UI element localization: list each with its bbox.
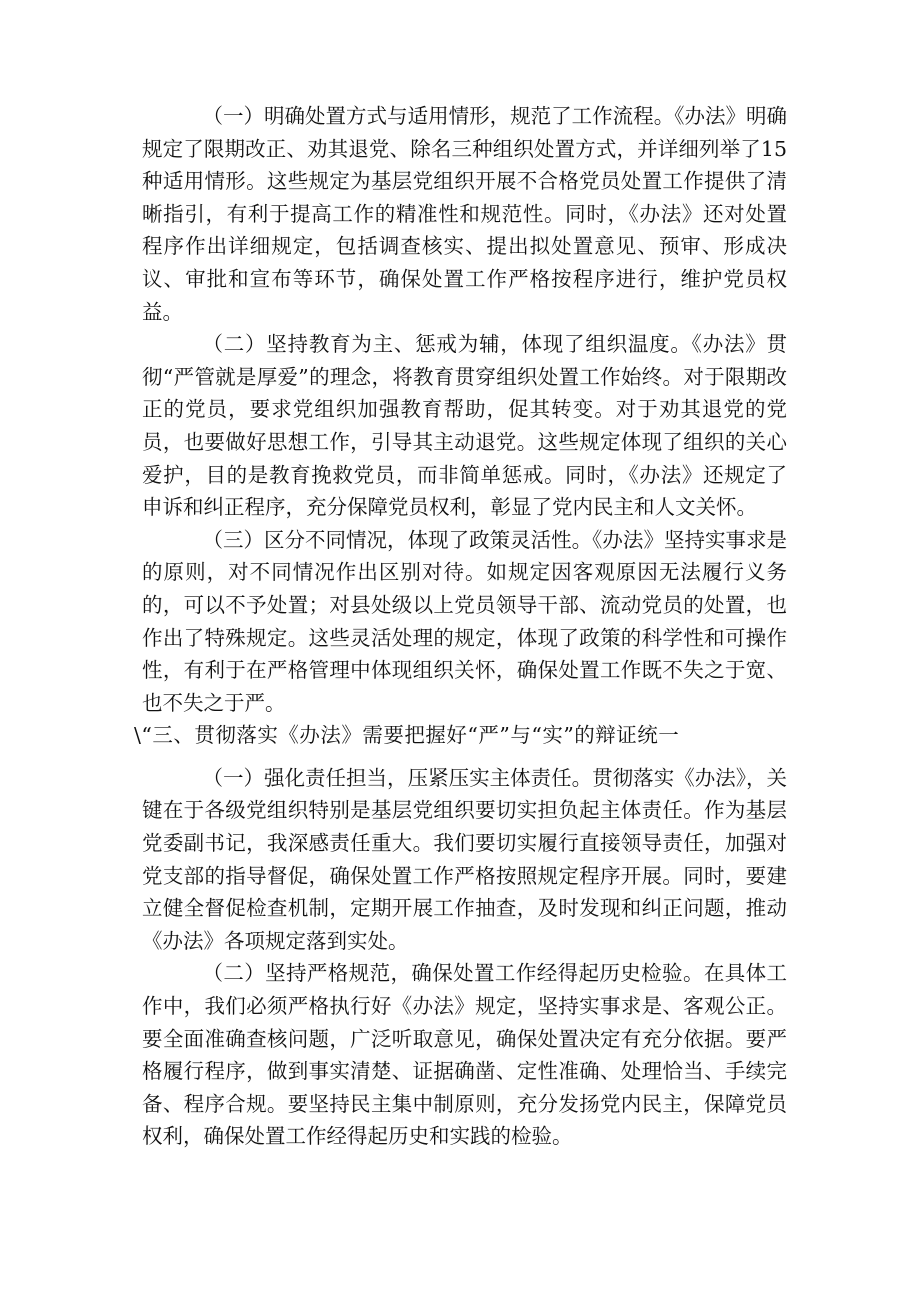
section-heading: \“三、贯彻落实《办法》需要把握好“严”与“实”的辩证统一 [134, 723, 680, 748]
document-body [134, 100, 787, 1153]
paragraph-3: （三）区分不同情况，体现了政策灵活性。《办法》坚持实事求是的原则，对不同情况作出区别对待。如规定因客观原因无法履行义务的，可以不予处置；对县处级以上党员领导干部、流动党员的处置，也作出了特殊规定。这些灵活处理的规定，体现了政策的科学性和可操作性，有利于在严格管理中体现组织关怀，确保处置工作既不失之于宽、也不失之于严。 [142, 527, 787, 715]
paragraph-4: （一）强化责任担当，压紧压实主体责任。贯彻落实《办法》，关键在于各级党组织特别是基层党组织要切实担负起主体责任。作为基层党委副书记，我深感责任重大。我们要切实履行直接领导责任，加强对党支部的指导督促，确保处置工作严格按照规定程序开展。同时，要建立健全督促检查机制，定期开展工作抽查，及时发现和纠正问题，推动《办法》各项规定落到实处。 [142, 765, 787, 953]
paragraph-2: （二）坚持教育为主、惩戒为辅，体现了组织温度。《办法》贯彻“严管就是厚爱”的理念，将教育贯穿组织处置工作始终。对于限期改正的党员，要求党组织加强教育帮助，促其转变。对于劝其退党的党员，也要做好思想工作，引导其主动退党。这些规定体现了组织的关心爱护，目的是教育挽救党员，而非简单惩戒。同时，《办法》还规定了申诉和纠正程序，充分保障党员权利，彰显了党内民主和人文关怀。 [142, 332, 787, 520]
paragraph-1: （一）明确处置方式与适用情形，规范了工作流程。《办法》明确规定了限期改正、劝其退党、除名三种组织处置方式，并详细列举了15种适用情形。这些规定为基层党组织开展不合格党员处置工作提供了清晰指引，有利于提高工作的精准性和规范性。同时，《办法》还对处置程序作出详细规定，包括调查核实、提出拟处置意见、预审、形成决议、审批和宣布等环节，确保处置工作严格按程序进行，维护党员权益。 [142, 104, 787, 324]
paragraph-5: （二）坚持严格规范，确保处置工作经得起历史检验。在具体工作中，我们必须严格执行好《办法》规定，坚持实事求是、客观公正。要全面准确查核问题，广泛听取意见，确保处置决定有充分依据。要严格履行程序，做到事实清楚、证据确凿、定性准确、处理恰当、手续完备、程序合规。要坚持民主集中制原则，充分发扬党内民主，保障党员权利，确保处置工作经得起历史和实践的检验。 [142, 961, 787, 1149]
